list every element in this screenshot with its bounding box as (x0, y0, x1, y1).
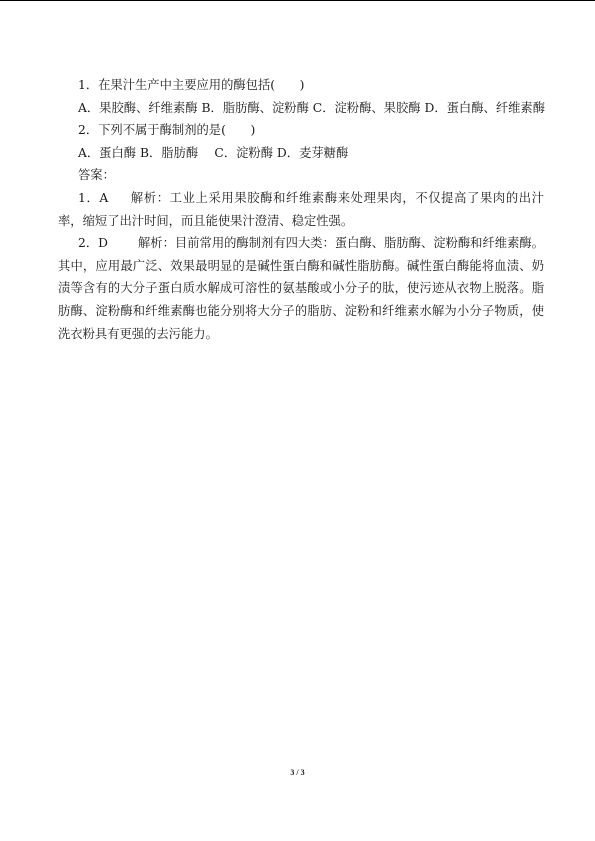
answer-1 (58, 187, 544, 232)
question-1-stem: 1．在果汁生产中主要应用的酶包括( ) (78, 78, 305, 92)
answer-1-label: 1．A (78, 190, 109, 205)
answers-heading: 答案： (78, 168, 115, 183)
page-number: 3 / 3 (290, 768, 305, 777)
question-2-options: A．蛋白酶 B．脂肪酶 C．淀粉酶 D．麦芽糖酶 (78, 145, 349, 160)
answer-2 (58, 232, 544, 345)
question-2-stem: 2．下列不属于酶制剂的是( ) (78, 123, 256, 138)
document-body (58, 74, 544, 345)
answer-1-explanation: 解析：工业上采用果胶酶和纤维素酶来处理果肉，不仅提高了果肉的出汁率，缩短了出汁时间，而且能使果汁澄清、稳定性强。 (58, 190, 544, 228)
question-1-options: A．果胶酶、纤维素酶 B．脂肪酶、淀粉酶 C．淀粉酶、果胶酶 D．蛋白酶、纤维素酶 (78, 100, 546, 115)
header-rule (0, 0, 595, 1)
answer-2-label: 2．D (78, 236, 108, 251)
answer-2-explanation: 解析：目前常用的酶制剂有四大类：蛋白酶、脂肪酶、淀粉酶和纤维素酶。其中，应用最广泛、效果最明显的是碱性蛋白酶和碱性脂肪酶。碱性蛋白酶能将血渍、奶渍等含有的大分子蛋白质水解成可溶性的氨基酸或小分子的肽，使污迹从衣物上脱落。脂肪酶、淀粉酶和纤维素酶也能分别将大分子的脂肪、淀粉和纤维素水解为小分子物质，使洗衣粉具有更强的去污能力。 (58, 236, 544, 341)
